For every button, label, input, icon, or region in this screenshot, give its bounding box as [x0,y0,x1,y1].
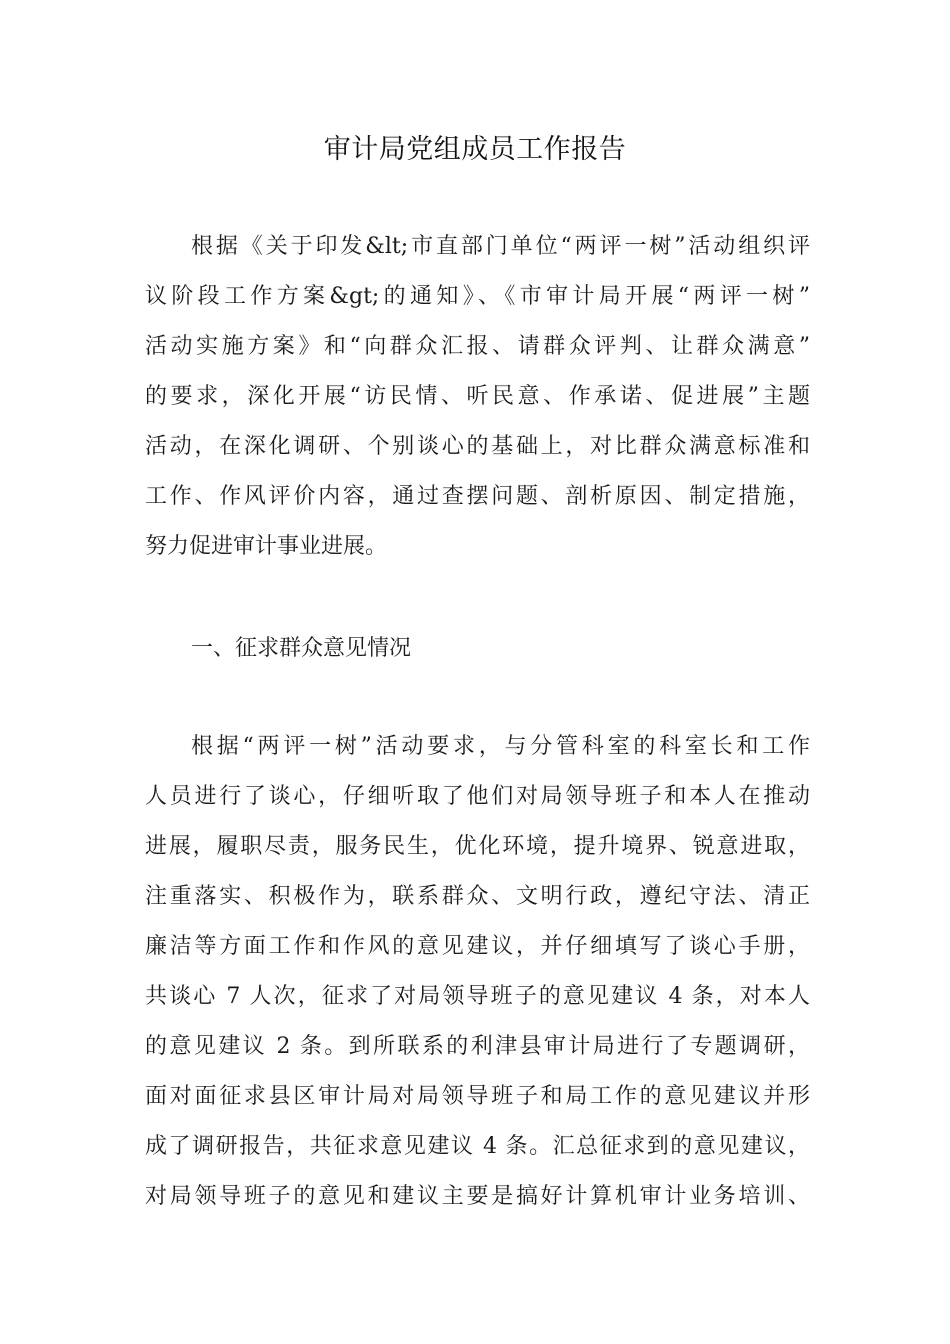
paragraph-line: 成了调研报告，共征求意见建议 4 条。汇总征求到的意见建议， [145,1134,810,1159]
paragraph-line: 对局领导班子的意见和建议主要是搞好计算机审计业务培训、 [145,1184,810,1209]
paragraph-line: 工作、作风评价内容，通过查摆问题、剖析原因、制定措施， [145,484,810,509]
paragraph-line: 根据“两评一树”活动要求，与分管科室的科室长和工作 [191,734,810,759]
paragraph-line: 议阶段工作方案&gt;的通知》、《市审计局开展“两评一树” [145,284,810,309]
paragraph-line: 面对面征求县区审计局对局领导班子和局工作的意见建议并形 [145,1084,810,1109]
paragraph-line: 的要求，深化开展“访民情、听民意、作承诺、促进展”主题 [145,384,810,409]
paragraph-line: 的意见建议 2 条。到所联系的利津县审计局进行了专题调研， [145,1034,810,1059]
paragraph-line: 注重落实、积极作为，联系群众、文明行政，遵纪守法、清正 [145,884,810,909]
paragraph-line: 进展，履职尽责，服务民生，优化环境，提升境界、锐意进取， [145,834,810,859]
paragraph-line: 廉洁等方面工作和作风的意见建议，并仔细填写了谈心手册， [145,934,810,959]
paragraph-line: 共谈心 7 人次，征求了对局领导班子的意见建议 4 条，对本人 [145,984,810,1009]
paragraph-line: 活动，在深化调研、个别谈心的基础上，对比群众满意标准和 [145,434,810,459]
paragraph-intro [145,222,810,572]
paragraph-line: 活动实施方案》和“向群众汇报、请群众评判、让群众满意” [145,334,810,359]
paragraph-line: 努力促进审计事业进展。 [145,534,388,559]
document-title: 审计局党组成员工作报告 [323,134,627,165]
paragraph-line: 根据《关于印发&lt;市直部门单位“两评一树”活动组织评 [191,234,810,259]
section-heading: 一、征求群众意见情况 [191,636,412,661]
paragraph-line: 人员进行了谈心，仔细听取了他们对局领导班子和本人在推动 [145,784,810,809]
paragraph-opinions [145,722,810,1222]
